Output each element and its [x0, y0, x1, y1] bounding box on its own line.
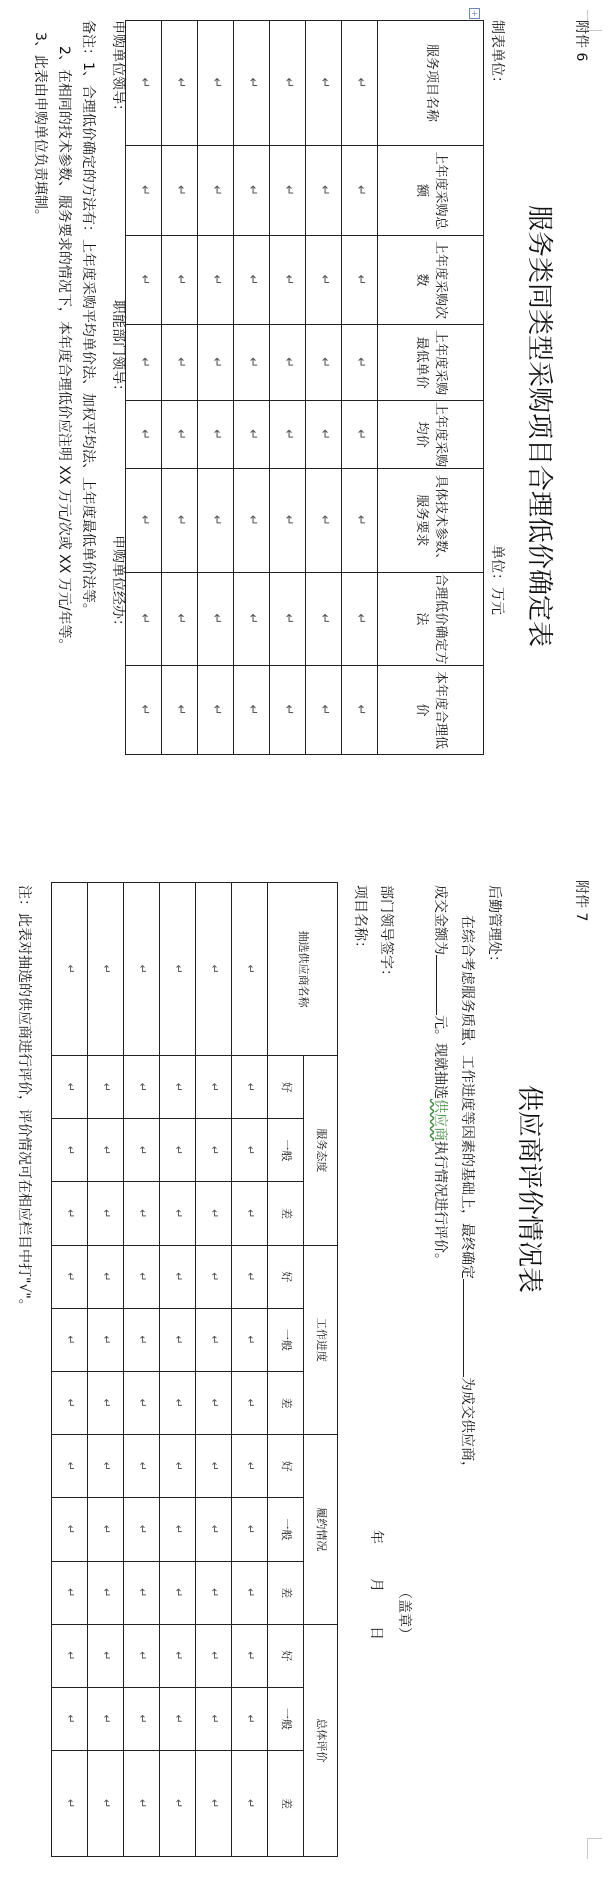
- date-month: 月: [368, 1578, 384, 1592]
- table-cell[interactable]: ↵: [196, 1308, 232, 1371]
- para2-a: 成交金额为: [432, 885, 448, 955]
- evaluation-footnote: 注：此表对抽选的供应商进行评价，评价情况可在相应栏目中打"√"。: [16, 885, 32, 1313]
- table-row: [342, 21, 378, 755]
- table-cell[interactable]: ↵: [52, 1751, 88, 1857]
- table-cell[interactable]: ↵: [196, 1056, 232, 1119]
- table-cell[interactable]: ↵: [52, 1182, 88, 1245]
- table-cell[interactable]: ↵: [306, 235, 342, 324]
- table-cell[interactable]: ↵: [270, 145, 306, 235]
- header-performance: 履约情况: [304, 1435, 338, 1625]
- table-cell[interactable]: ↵: [52, 1371, 88, 1434]
- table-cell[interactable]: ↵: [160, 1056, 196, 1119]
- table-cell[interactable]: ↵: [198, 21, 234, 146]
- table-cell[interactable]: ↵: [88, 1435, 124, 1498]
- table-cell[interactable]: ↵: [198, 468, 234, 572]
- table-header-row: [378, 21, 484, 755]
- table-cell[interactable]: ↵: [88, 883, 124, 1056]
- table-cell[interactable]: ↵: [160, 1119, 196, 1182]
- grade-poor: 差: [268, 1561, 304, 1624]
- para1-text: 在综合考虑服务质量、工作进度等因素的基础上，最终确定: [459, 915, 475, 1279]
- table-cell[interactable]: ↵: [88, 1182, 124, 1245]
- table-cell[interactable]: ↵: [232, 1371, 268, 1434]
- table-cell[interactable]: ↵: [270, 468, 306, 572]
- table-cell[interactable]: ↵: [342, 21, 378, 146]
- header-supplier: 抽选供应商名称: [268, 883, 338, 1056]
- table-cell[interactable]: ↵: [160, 1371, 196, 1434]
- table-cell[interactable]: ↵: [196, 1371, 232, 1434]
- para2-d: 执行情况进行评价。: [432, 1141, 448, 1267]
- table-row: [52, 883, 88, 1857]
- table-cell[interactable]: ↵: [234, 145, 270, 235]
- header-service-name: 服务项目名称: [378, 21, 484, 146]
- table-row: [88, 883, 124, 1857]
- table-cell[interactable]: ↵: [162, 665, 198, 754]
- table-cell[interactable]: ↵: [306, 401, 342, 469]
- table-cell[interactable]: ↵: [126, 572, 162, 665]
- table-row: [196, 883, 232, 1857]
- table-cell[interactable]: ↵: [232, 1624, 268, 1687]
- table-cell[interactable]: ↵: [232, 1435, 268, 1498]
- grade-normal: 一般: [268, 1119, 304, 1182]
- table-cell[interactable]: ↵: [198, 572, 234, 665]
- table-cell[interactable]: ↵: [162, 21, 198, 146]
- grade-poor: 差: [268, 1182, 304, 1245]
- unit-label: 单位：万元: [489, 545, 505, 615]
- attachment-label-7: 附件 7: [573, 880, 589, 922]
- grade-normal: 一般: [268, 1687, 304, 1750]
- signature-applicant-leader: 申购单位领导：: [110, 20, 126, 118]
- header-purchase-count: 上年度采购次数: [378, 235, 484, 324]
- office-label: 后勤管理处：: [486, 885, 502, 969]
- table-cell[interactable]: ↵: [126, 21, 162, 146]
- table-row: [124, 883, 160, 1857]
- table-cell[interactable]: ↵: [52, 1624, 88, 1687]
- header-total-amount: 上年度采购总额: [378, 145, 484, 235]
- table-cell[interactable]: ↵: [270, 401, 306, 469]
- table-cell[interactable]: ↵: [88, 1245, 124, 1308]
- table-cell[interactable]: ↵: [88, 1119, 124, 1182]
- table-cell[interactable]: ↵: [232, 1498, 268, 1561]
- table-cell[interactable]: ↵: [162, 572, 198, 665]
- amount-blank[interactable]: [436, 955, 451, 1015]
- header-work-progress: 工作进度: [304, 1245, 338, 1435]
- table-cell[interactable]: ↵: [52, 1308, 88, 1371]
- evaluation-paragraph-2: [428, 885, 451, 1267]
- table-cell[interactable]: ↵: [88, 1561, 124, 1624]
- table-cell[interactable]: ↵: [234, 235, 270, 324]
- table-cell[interactable]: ↵: [234, 572, 270, 665]
- table-cell[interactable]: ↵: [162, 145, 198, 235]
- selected-supplier-blank[interactable]: [463, 1279, 478, 1377]
- table-cell[interactable]: ↵: [342, 235, 378, 324]
- unit-prefix: 制表单位：: [489, 20, 505, 90]
- grade-poor: 差: [268, 1371, 304, 1434]
- table-cell[interactable]: ↵: [196, 1624, 232, 1687]
- table-cell[interactable]: ↵: [52, 883, 88, 1056]
- table-cell[interactable]: ↵: [88, 1308, 124, 1371]
- table-cell[interactable]: ↵: [270, 235, 306, 324]
- table-cell[interactable]: ↵: [124, 1498, 160, 1561]
- table-cell[interactable]: ↵: [270, 21, 306, 146]
- date-year: 年: [368, 1530, 384, 1544]
- para2-c: 供应商: [432, 1099, 448, 1141]
- table-cell[interactable]: ↵: [124, 1182, 160, 1245]
- table-cell[interactable]: ↵: [270, 665, 306, 754]
- table-cell[interactable]: ↵: [198, 324, 234, 400]
- table-cell[interactable]: ↵: [196, 1498, 232, 1561]
- table-cell[interactable]: ↵: [342, 572, 378, 665]
- table-cell[interactable]: ↵: [124, 1119, 160, 1182]
- table-cell[interactable]: ↵: [160, 883, 196, 1056]
- project-name-label: 项目名称：: [352, 885, 368, 955]
- page6-title: 服务类同类型采购项目合理低价确定表: [524, 205, 554, 648]
- table-cell[interactable]: ↵: [196, 1751, 232, 1857]
- signature-handler: 申购单位经办：: [110, 535, 126, 633]
- evaluation-paragraph-1: [455, 915, 478, 1475]
- table-cell[interactable]: ↵: [234, 665, 270, 754]
- table-cell[interactable]: ↵: [162, 401, 198, 469]
- table-cell[interactable]: ↵: [124, 1687, 160, 1750]
- table-row: [162, 21, 198, 755]
- table-cell[interactable]: ↵: [234, 468, 270, 572]
- group-header-row: [304, 883, 338, 1857]
- table-cell[interactable]: ↵: [124, 1056, 160, 1119]
- table-cell[interactable]: ↵: [160, 1624, 196, 1687]
- table-cell[interactable]: ↵: [160, 1751, 196, 1857]
- note-line-2: 2、在相同的技术参数、服务要求的情况下，本年度合理低价应注明 XX 万元/次或 XX 万元/年等。: [56, 46, 72, 653]
- header-service-attitude: 服务态度: [304, 1056, 338, 1246]
- table-cell[interactable]: ↵: [270, 572, 306, 665]
- header-overall: 总体评价: [304, 1624, 338, 1856]
- table-cell[interactable]: ↵: [124, 1561, 160, 1624]
- table-cell[interactable]: ↵: [198, 401, 234, 469]
- table-cell[interactable]: ↵: [198, 235, 234, 324]
- table-cell[interactable]: ↵: [88, 1751, 124, 1857]
- table-cell[interactable]: ↵: [232, 1119, 268, 1182]
- evaluation-table: [51, 882, 338, 1857]
- table-cell[interactable]: ↵: [232, 1308, 268, 1371]
- table-row: [306, 21, 342, 755]
- table-cell[interactable]: ↵: [88, 1498, 124, 1561]
- table-cell[interactable]: ↵: [198, 145, 234, 235]
- table-cell[interactable]: ↵: [162, 324, 198, 400]
- table-cell[interactable]: ↵: [306, 468, 342, 572]
- table-row: [270, 21, 306, 755]
- header-method: 合理低价确定方法: [378, 572, 484, 665]
- table-cell[interactable]: ↵: [232, 1056, 268, 1119]
- table-cell[interactable]: ↵: [52, 1498, 88, 1561]
- table-cell[interactable]: ↵: [160, 1687, 196, 1750]
- table-cell[interactable]: ↵: [160, 1182, 196, 1245]
- grade-good: 好: [268, 1245, 304, 1308]
- table-cell[interactable]: ↵: [124, 1245, 160, 1308]
- table-cell[interactable]: ↵: [270, 324, 306, 400]
- table-cell[interactable]: ↵: [160, 1561, 196, 1624]
- grade-poor: 差: [268, 1751, 304, 1857]
- table-cell[interactable]: ↵: [124, 1308, 160, 1371]
- table-cell[interactable]: ↵: [162, 235, 198, 324]
- table-cell[interactable]: ↵: [160, 1498, 196, 1561]
- table-cell[interactable]: ↵: [162, 468, 198, 572]
- table-cell[interactable]: ↵: [196, 1687, 232, 1750]
- table-cell[interactable]: ↵: [306, 324, 342, 400]
- table-cell[interactable]: ↵: [306, 21, 342, 146]
- header-reasonable-price: 本年度合理低价: [378, 665, 484, 754]
- table-cell[interactable]: ↵: [88, 1624, 124, 1687]
- table-cell[interactable]: ↵: [52, 1056, 88, 1119]
- table-cell[interactable]: ↵: [196, 1182, 232, 1245]
- table-cell[interactable]: ↵: [198, 665, 234, 754]
- page7-title: 供应商评价情况表: [514, 1085, 544, 1294]
- table-cell[interactable]: ↵: [306, 665, 342, 754]
- header-tech-params: 具体技术参数、服务要求: [378, 468, 484, 572]
- table-cell[interactable]: ↵: [234, 21, 270, 146]
- table-row: [234, 21, 270, 755]
- table-cell[interactable]: ↵: [234, 324, 270, 400]
- note-line-3: 3、此表由申购单位负责填制。: [32, 32, 48, 223]
- note-line-1: 备注：1、合理低价确定的方法有：上年度采购平均单价法、加权平均法、上年度最低单价法等。: [80, 20, 96, 617]
- table-row: [160, 883, 196, 1857]
- table-cell[interactable]: ↵: [126, 145, 162, 235]
- header-avg-price: 上年度采购均价: [378, 401, 484, 469]
- header-min-price: 上年度采购最低单价: [378, 324, 484, 400]
- table-cell[interactable]: ↵: [232, 1245, 268, 1308]
- table-cell[interactable]: ↵: [52, 1245, 88, 1308]
- table-cell[interactable]: ↵: [232, 1561, 268, 1624]
- dept-sign-label: 部门领导签字：: [378, 885, 394, 983]
- table-row: [198, 21, 234, 755]
- table-cell[interactable]: ↵: [342, 665, 378, 754]
- stamp-label: （盖章）: [396, 1585, 412, 1641]
- table-cell[interactable]: ↵: [126, 401, 162, 469]
- table-cell[interactable]: ↵: [52, 1687, 88, 1750]
- table-cell[interactable]: ↵: [126, 324, 162, 400]
- para2-b: 元。现就抽选: [432, 1015, 448, 1099]
- table-cell[interactable]: ↵: [342, 468, 378, 572]
- table-cell[interactable]: ↵: [124, 1371, 160, 1434]
- grade-normal: 一般: [268, 1498, 304, 1561]
- attachment-label-6: 附件 6: [573, 20, 589, 62]
- table-cell[interactable]: ↵: [232, 1687, 268, 1750]
- table-cell[interactable]: ↵: [196, 1245, 232, 1308]
- table-cell[interactable]: ↵: [160, 1245, 196, 1308]
- table-cell[interactable]: ↵: [342, 401, 378, 469]
- table-cell[interactable]: ↵: [196, 883, 232, 1056]
- grade-good: 好: [268, 1435, 304, 1498]
- date-day: 日: [368, 1626, 384, 1640]
- table-cell[interactable]: ↵: [124, 1435, 160, 1498]
- table-cell[interactable]: ↵: [342, 145, 378, 235]
- table-cell[interactable]: ↵: [88, 1371, 124, 1434]
- table-cell[interactable]: ↵: [52, 1561, 88, 1624]
- para1-end: 为成交供应商，: [459, 1377, 475, 1475]
- table-cell[interactable]: ↵: [126, 468, 162, 572]
- signature-dept-leader: 职能部门领导：: [110, 300, 126, 398]
- grade-normal: 一般: [268, 1308, 304, 1371]
- table-cell[interactable]: ↵: [306, 572, 342, 665]
- table-cell[interactable]: ↵: [306, 145, 342, 235]
- price-table: [125, 20, 484, 755]
- table-cell[interactable]: ↵: [126, 665, 162, 754]
- table-cell[interactable]: ↵: [124, 1624, 160, 1687]
- table-anchor-icon[interactable]: +: [469, 8, 480, 19]
- table-cell[interactable]: ↵: [124, 1751, 160, 1857]
- table-cell[interactable]: ↵: [196, 1561, 232, 1624]
- table-cell[interactable]: ↵: [234, 401, 270, 469]
- grade-good: 好: [268, 1056, 304, 1119]
- table-cell[interactable]: ↵: [196, 1435, 232, 1498]
- table-cell[interactable]: ↵: [160, 1435, 196, 1498]
- table-cell[interactable]: ↵: [232, 1182, 268, 1245]
- table-row: [232, 883, 268, 1857]
- table-cell[interactable]: ↵: [232, 1751, 268, 1857]
- table-cell[interactable]: ↵: [88, 1687, 124, 1750]
- page-corner-mark: [587, 1838, 602, 1859]
- table-cell[interactable]: ↵: [88, 1056, 124, 1119]
- table-cell[interactable]: ↵: [126, 235, 162, 324]
- grade-good: 好: [268, 1624, 304, 1687]
- table-cell[interactable]: ↵: [342, 324, 378, 400]
- table-cell[interactable]: ↵: [232, 883, 268, 1056]
- table-cell[interactable]: ↵: [196, 1119, 232, 1182]
- table-cell[interactable]: ↵: [160, 1308, 196, 1371]
- table-cell[interactable]: ↵: [52, 1119, 88, 1182]
- table-row: [126, 21, 162, 755]
- table-cell[interactable]: ↵: [52, 1435, 88, 1498]
- table-cell[interactable]: ↵: [124, 883, 160, 1056]
